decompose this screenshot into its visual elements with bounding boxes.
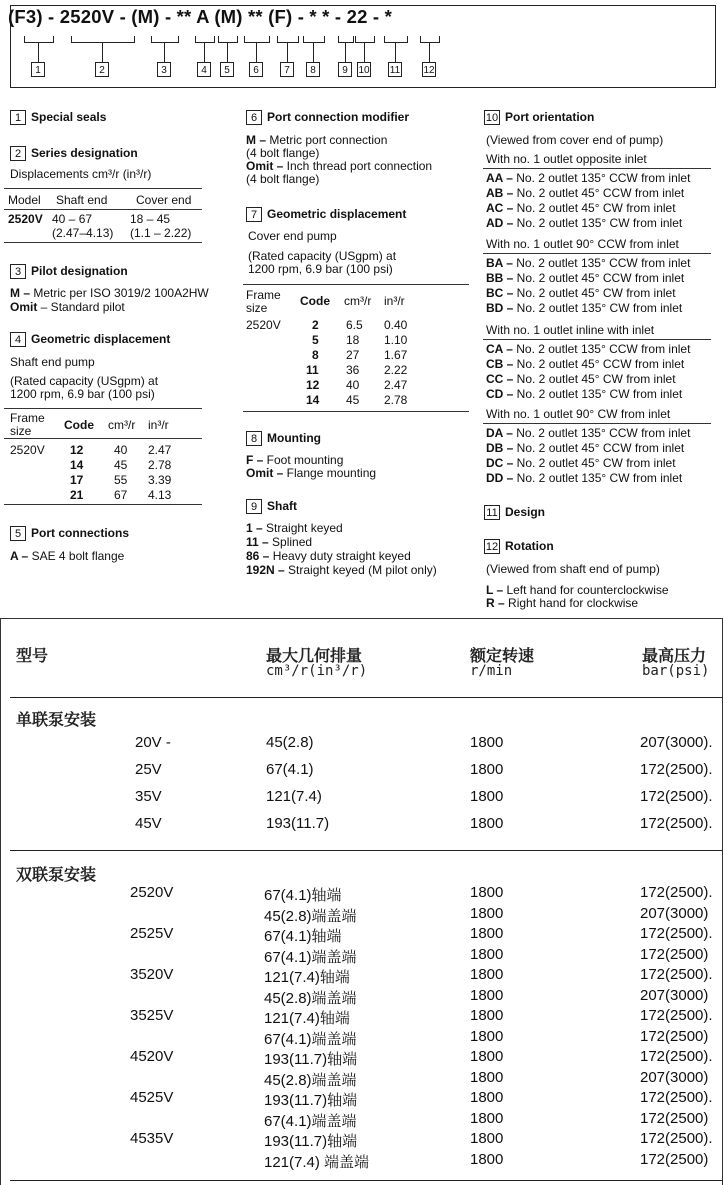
code-connector bbox=[204, 42, 205, 62]
s9-line: 1 – Straight keyed bbox=[246, 521, 343, 535]
section-9-title: 9 Shaft bbox=[246, 499, 297, 514]
s7-cm3: 40 bbox=[346, 378, 360, 392]
s10-divider bbox=[483, 423, 711, 424]
s10-item: DB – No. 2 outlet 45° CCW from inlet bbox=[486, 441, 685, 455]
model-code-string: (F3) - 2520V - (M) - ** A (M) ** (F) - * * - 22 - * bbox=[8, 6, 392, 27]
code-bracket bbox=[384, 36, 408, 43]
s4-in3: 2.47 bbox=[148, 443, 172, 457]
s2-cover2: (1.1 – 2.22) bbox=[130, 226, 192, 240]
code-position-11: 11 bbox=[388, 62, 402, 77]
double-pressure: 172(2500) bbox=[640, 945, 709, 963]
code-position-12: 12 bbox=[422, 62, 436, 77]
s2-header-model: Model bbox=[8, 193, 41, 207]
single-model: 25V bbox=[135, 761, 162, 778]
double-model: 3520V bbox=[130, 966, 174, 983]
section-7-title: 7 Geometric displacement bbox=[246, 207, 406, 222]
double-speed: 1800 bbox=[470, 884, 504, 901]
double-displacement: 121(7.4) 端盖端 bbox=[264, 1153, 370, 1171]
s4-h-size: size bbox=[10, 424, 32, 438]
code-position-3: 3 bbox=[157, 62, 171, 77]
s10-sub: (Viewed from cover end of pump) bbox=[486, 133, 664, 147]
single-pressure: 172(2500). bbox=[640, 761, 713, 778]
s10-item: AB – No. 2 outlet 45° CCW from inlet bbox=[486, 186, 685, 200]
s10-item: BD – No. 2 outlet 135° CW from inlet bbox=[486, 301, 683, 315]
s4-h-frame: Frame bbox=[10, 411, 45, 425]
section-1-title: 1 Special seals bbox=[10, 110, 106, 125]
double-speed: 1800 bbox=[470, 986, 504, 1004]
code-bracket bbox=[244, 36, 270, 43]
s4-code: 12 bbox=[70, 443, 84, 457]
s7-h-size: size bbox=[246, 301, 268, 315]
code-bracket bbox=[24, 36, 54, 43]
s7-h-in3: in³/r bbox=[384, 294, 405, 308]
s7-code: 14 bbox=[306, 393, 320, 407]
s12-line-2: R – Right hand for clockwise bbox=[486, 596, 639, 610]
s2-header-cover: Cover end bbox=[136, 193, 192, 207]
s7-cm3: 27 bbox=[346, 348, 360, 362]
double-displacement: 67(4.1)轴端 bbox=[264, 887, 342, 904]
s4-sub2: (Rated capacity (USgpm) at bbox=[10, 374, 159, 388]
double-speed: 1800 bbox=[470, 904, 504, 922]
double-displacement: 45(2.8)端盖端 bbox=[264, 989, 357, 1007]
double-speed: 1800 bbox=[470, 1068, 504, 1086]
s9-line: 192N – Straight keyed (M pilot only) bbox=[246, 563, 437, 577]
section-4-title: 4 Geometric displacement bbox=[10, 332, 170, 347]
s4-cm3: 45 bbox=[114, 458, 128, 472]
double-pressure: 207(3000) bbox=[640, 1068, 709, 1086]
s4-cm3: 67 bbox=[114, 488, 128, 502]
single-displacement: 45(2.8) bbox=[266, 734, 314, 751]
s7-frame: 2520V bbox=[246, 318, 281, 332]
s10-item: CB – No. 2 outlet 45° CCW from inlet bbox=[486, 357, 685, 371]
double-speed: 1800 bbox=[470, 1027, 504, 1045]
single-speed: 1800 bbox=[470, 788, 504, 805]
code-bracket bbox=[303, 36, 325, 43]
spec-group-double: 双联泵安装 bbox=[16, 865, 97, 884]
s10-divider bbox=[483, 168, 711, 169]
s9-line: 11 – Splined bbox=[246, 535, 313, 549]
s10-divider bbox=[483, 253, 711, 254]
double-pressure: 172(2500) bbox=[640, 1109, 709, 1127]
double-displacement: 67(4.1)端盖端 bbox=[264, 948, 357, 966]
double-model: 4520V bbox=[130, 1048, 174, 1065]
s10-divider bbox=[483, 339, 711, 340]
code-connector bbox=[227, 42, 228, 62]
s12-line-1: L – Left hand for counterclockwise bbox=[486, 583, 669, 597]
single-pressure: 172(2500). bbox=[640, 815, 713, 832]
spec-group-single: 单联泵安装 bbox=[16, 710, 97, 729]
double-displacement: 193(11.7)轴端 bbox=[264, 1133, 358, 1150]
s6-line-3: Omit – Inch thread port connection bbox=[246, 159, 433, 173]
code-bracket bbox=[71, 36, 135, 43]
s4-h-in3: in³/r bbox=[148, 418, 169, 432]
s4-in3: 4.13 bbox=[148, 488, 172, 502]
s8-line-2: Omit – Flange mounting bbox=[246, 466, 377, 480]
double-speed: 1800 bbox=[470, 1150, 504, 1168]
s7-in3: 1.67 bbox=[384, 348, 408, 362]
s4-cm3: 55 bbox=[114, 473, 128, 487]
spec-header-pressure-unit: bar(psi) bbox=[642, 663, 710, 679]
double-displacement: 121(7.4)轴端 bbox=[264, 1010, 350, 1027]
double-displacement: 45(2.8)端盖端 bbox=[264, 1071, 357, 1089]
double-speed: 1800 bbox=[470, 925, 504, 942]
s7-code: 2 bbox=[312, 318, 319, 332]
code-position-10: 10 bbox=[357, 62, 371, 77]
code-connector bbox=[364, 42, 365, 62]
section-6-title: 6 Port connection modifier bbox=[246, 110, 409, 125]
s10-item: DD – No. 2 outlet 135° CW from inlet bbox=[486, 471, 683, 485]
s4-h-cm3: cm³/r bbox=[108, 418, 136, 432]
s7-code: 12 bbox=[306, 378, 320, 392]
code-connector bbox=[102, 42, 103, 62]
s7-in3: 2.47 bbox=[384, 378, 408, 392]
s3-line-2: Omit – Standard pilot bbox=[10, 300, 125, 314]
double-model: 2520V bbox=[130, 884, 174, 901]
s7-cm3: 6.5 bbox=[346, 318, 363, 332]
code-bracket bbox=[277, 36, 299, 43]
double-pressure: 172(2500). bbox=[640, 966, 713, 983]
double-speed: 1800 bbox=[470, 1109, 504, 1127]
single-speed: 1800 bbox=[470, 761, 504, 778]
s4-cm3: 40 bbox=[114, 443, 128, 457]
spec-header-displacement: 最大几何排量 bbox=[266, 646, 363, 665]
s10-item: DC – No. 2 outlet 45° CW from inlet bbox=[486, 456, 676, 470]
s10-item: BB – No. 2 outlet 45° CCW from inlet bbox=[486, 271, 685, 285]
spec-header-displacement-unit: cm³/r(in³/r) bbox=[266, 663, 368, 679]
double-speed: 1800 bbox=[470, 945, 504, 963]
double-displacement: 67(4.1)端盖端 bbox=[264, 1030, 357, 1048]
double-pressure: 172(2500) bbox=[640, 1150, 709, 1168]
single-pressure: 207(3000). bbox=[640, 734, 713, 751]
section-12-title: 12 Rotation bbox=[485, 539, 554, 554]
double-pressure: 172(2500). bbox=[640, 925, 713, 942]
s7-code: 5 bbox=[312, 333, 319, 347]
spec-header-speed: 额定转速 bbox=[470, 646, 535, 665]
code-bracket bbox=[218, 36, 238, 43]
s7-h-code: Code bbox=[300, 294, 330, 308]
single-pressure: 172(2500). bbox=[640, 788, 713, 805]
code-position-4: 4 bbox=[197, 62, 211, 77]
double-model: 4525V bbox=[130, 1089, 174, 1106]
s10-item: CD – No. 2 outlet 135° CW from inlet bbox=[486, 387, 683, 401]
s7-sub2: (Rated capacity (USgpm) at bbox=[248, 249, 397, 263]
code-bracket bbox=[420, 36, 440, 43]
code-bracket bbox=[338, 36, 354, 43]
double-displacement: 45(2.8)端盖端 bbox=[264, 907, 357, 925]
single-model: 20V - bbox=[135, 734, 171, 751]
s10-item: AC – No. 2 outlet 45° CW from inlet bbox=[486, 201, 676, 215]
code-bracket bbox=[151, 36, 179, 43]
s7-cm3: 18 bbox=[346, 333, 360, 347]
s4-sub1: Shaft end pump bbox=[10, 355, 95, 369]
single-displacement: 193(11.7) bbox=[266, 815, 330, 832]
double-speed: 1800 bbox=[470, 1130, 504, 1147]
s10-item: BC – No. 2 outlet 45° CW from inlet bbox=[486, 286, 676, 300]
s7-sub1: Cover end pump bbox=[248, 229, 337, 243]
s2-cover: 18 – 45 bbox=[130, 212, 171, 226]
single-speed: 1800 bbox=[470, 815, 504, 832]
code-position-1: 1 bbox=[31, 62, 45, 77]
code-position-7: 7 bbox=[280, 62, 294, 77]
s5-line: A – SAE 4 bolt flange bbox=[10, 549, 125, 563]
code-bracket bbox=[355, 36, 375, 43]
double-model: 3525V bbox=[130, 1007, 174, 1024]
s7-cm3: 45 bbox=[346, 393, 360, 407]
s10-item: CA – No. 2 outlet 135° CCW from inlet bbox=[486, 342, 691, 356]
code-position-6: 6 bbox=[249, 62, 263, 77]
s10-group-heading: With no. 1 outlet opposite inlet bbox=[486, 152, 647, 166]
s4-in3: 2.78 bbox=[148, 458, 172, 472]
code-bracket bbox=[195, 36, 215, 43]
s7-sub3: 1200 rpm, 6.9 bar (100 psi) bbox=[248, 262, 393, 276]
s10-group-heading: With no. 1 outlet 90° CW from inlet bbox=[486, 407, 671, 421]
s4-h-code: Code bbox=[64, 418, 94, 432]
code-position-8: 8 bbox=[306, 62, 320, 77]
spec-header-speed-unit: r/min bbox=[470, 663, 513, 679]
s4-frame: 2520V bbox=[10, 443, 45, 457]
s12-sub: (Viewed from shaft end of pump) bbox=[486, 562, 660, 576]
s8-line-1: F – Foot mounting bbox=[246, 453, 344, 467]
s7-h-cm3: cm³/r bbox=[344, 294, 372, 308]
s9-line: 86 – Heavy duty straight keyed bbox=[246, 549, 411, 563]
double-model: 2525V bbox=[130, 925, 174, 942]
s6-line-2: (4 bolt flange) bbox=[246, 146, 320, 160]
section-2-title: 2 Series designation bbox=[10, 146, 138, 161]
single-speed: 1800 bbox=[470, 734, 504, 751]
code-connector bbox=[38, 42, 39, 62]
double-pressure: 172(2500). bbox=[640, 884, 713, 901]
double-displacement: 67(4.1)端盖端 bbox=[264, 1112, 357, 1130]
double-pressure: 207(3000) bbox=[640, 986, 709, 1004]
s7-in3: 2.78 bbox=[384, 393, 408, 407]
section-11-title: 11 Design bbox=[484, 505, 545, 520]
code-connector bbox=[164, 42, 165, 62]
s7-in3: 0.40 bbox=[384, 318, 408, 332]
double-displacement: 193(11.7)轴端 bbox=[264, 1092, 358, 1109]
code-connector bbox=[256, 42, 257, 62]
section-3-title: 3 Pilot designation bbox=[10, 264, 128, 279]
s7-code: 8 bbox=[312, 348, 319, 362]
s4-sub3: 1200 rpm, 6.9 bar (100 psi) bbox=[10, 387, 155, 401]
s10-item: DA – No. 2 outlet 135° CCW from inlet bbox=[486, 426, 691, 440]
double-speed: 1800 bbox=[470, 1089, 504, 1106]
spec-header-model: 型号 bbox=[16, 646, 49, 665]
code-position-9: 9 bbox=[338, 62, 352, 77]
code-connector bbox=[429, 42, 430, 62]
s2-model: 2520V bbox=[8, 212, 43, 226]
code-connector bbox=[345, 42, 346, 62]
double-speed: 1800 bbox=[470, 1048, 504, 1065]
double-speed: 1800 bbox=[470, 966, 504, 983]
double-displacement: 67(4.1)轴端 bbox=[264, 928, 342, 945]
s6-line-1: M – Metric port connection bbox=[246, 133, 388, 147]
s10-item: AD – No. 2 outlet 135° CW from inlet bbox=[486, 216, 683, 230]
single-displacement: 67(4.1) bbox=[266, 761, 314, 778]
code-connector bbox=[395, 42, 396, 62]
code-position-2: 2 bbox=[95, 62, 109, 77]
s7-h-frame: Frame bbox=[246, 288, 281, 302]
code-connector bbox=[287, 42, 288, 62]
s2-header-shaft: Shaft end bbox=[56, 193, 108, 207]
s10-group-heading: With no. 1 outlet inline with inlet bbox=[486, 323, 655, 337]
section-5-title: 5 Port connections bbox=[10, 526, 129, 541]
s10-group-heading: With no. 1 outlet 90° CCW from inlet bbox=[486, 237, 679, 251]
s2-shaft2: (2.47–4.13) bbox=[52, 226, 114, 240]
code-position-5: 5 bbox=[220, 62, 234, 77]
double-pressure: 172(2500). bbox=[640, 1089, 713, 1106]
s10-item: CC – No. 2 outlet 45° CW from inlet bbox=[486, 372, 676, 386]
double-pressure: 172(2500) bbox=[640, 1027, 709, 1045]
s3-line-1: M – Metric per ISO 3019/2 100A2HW bbox=[10, 286, 209, 300]
single-model: 45V bbox=[135, 815, 162, 832]
single-displacement: 121(7.4) bbox=[266, 788, 322, 805]
s6-line-4: (4 bolt flange) bbox=[246, 172, 320, 186]
s10-item: AA – No. 2 outlet 135° CCW from inlet bbox=[486, 171, 691, 185]
s4-code: 21 bbox=[70, 488, 84, 502]
double-pressure: 207(3000) bbox=[640, 904, 709, 922]
s7-cm3: 36 bbox=[346, 363, 360, 377]
s2-shaft: 40 – 67 bbox=[52, 212, 93, 226]
spec-header-pressure: 最高压力 bbox=[642, 646, 707, 665]
section-10-title: 10 Port orientation bbox=[485, 110, 595, 125]
double-model: 4535V bbox=[130, 1130, 174, 1147]
s4-code: 17 bbox=[70, 473, 84, 487]
double-pressure: 172(2500). bbox=[640, 1007, 713, 1024]
s7-code: 11 bbox=[306, 363, 319, 377]
code-connector bbox=[313, 42, 314, 62]
single-model: 35V bbox=[135, 788, 162, 805]
double-pressure: 172(2500). bbox=[640, 1048, 713, 1065]
section-8-title: 8 Mounting bbox=[246, 431, 321, 446]
double-displacement: 193(11.7)轴端 bbox=[264, 1051, 358, 1068]
s10-item: BA – No. 2 outlet 135° CCW from inlet bbox=[486, 256, 691, 270]
s7-in3: 1.10 bbox=[384, 333, 408, 347]
section-2-subtitle: Displacements cm³/r (in³/r) bbox=[10, 167, 152, 181]
s4-code: 14 bbox=[70, 458, 84, 472]
double-speed: 1800 bbox=[470, 1007, 504, 1024]
spec-table-frame bbox=[0, 618, 723, 1185]
double-displacement: 121(7.4)轴端 bbox=[264, 969, 350, 986]
s4-in3: 3.39 bbox=[148, 473, 172, 487]
double-pressure: 172(2500). bbox=[640, 1130, 713, 1147]
s7-in3: 2.22 bbox=[384, 363, 408, 377]
